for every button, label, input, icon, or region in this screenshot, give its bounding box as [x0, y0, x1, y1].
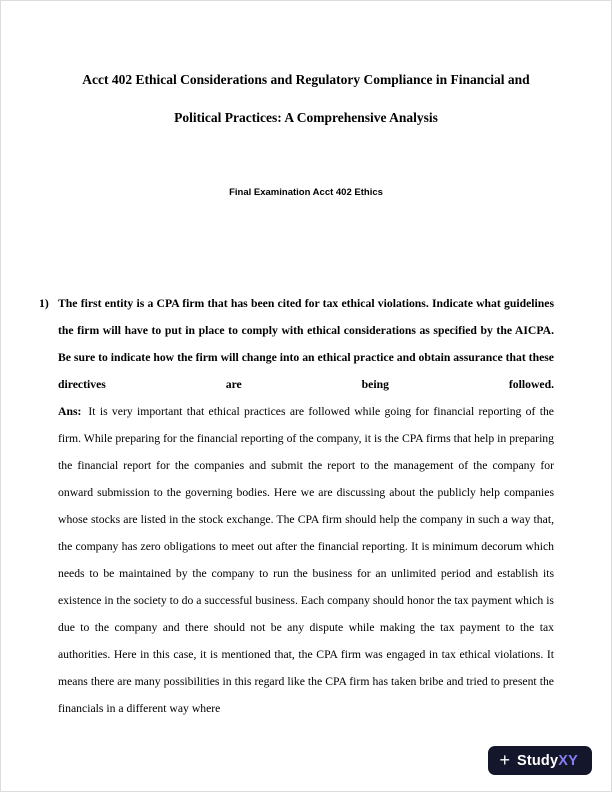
- document-title: [1, 61, 611, 137]
- question-row: [39, 290, 554, 398]
- question-number: 1): [39, 297, 49, 310]
- brand-study: Study: [516, 752, 559, 769]
- brand-xy: XY: [558, 752, 578, 769]
- plus-icon: +: [499, 749, 510, 770]
- answer-text: It is very important that ethical practices are followed while going for financial reporting of the firm. While preparing for the financial reporting of the company, it is the CPA firms that help in preparing the financial report for the companies and submit the report to the management of the company for onward submission to the governing bodies. Here we are discussing about the publicly help companies whose stocks are listed in the stock exchange. The CPA firm should help the company in such a way that, the company has zero obligations to meet out after the financial reporting. It is minimum decorum which needs to be maintained by the company to run the business for an unlimited period and establish its existence in the society to do a successful business. Each company should honor the tax payment which is due to the company and there should not be any dispute while making the tax payment to the tax authorities. Here in this case, it is mentioned that, the CPA firm was engaged in tax ethical violations. It means there are many possibilities in this regard like the CPA firm has taken bribe and tried to present the financials in a different way where: [58, 405, 554, 715]
- document-title-line1: Acct 402 Ethical Considerations and Regulatory Compliance in Financial and: [82, 72, 530, 87]
- document-title-line2: Political Practices: A Comprehensive Analysis: [174, 110, 438, 125]
- answer-label: Ans:: [58, 405, 82, 418]
- brand-logo-text: [517, 753, 578, 769]
- question-text: The first entity is a CPA firm that has been cited for tax ethical violations. Indicate what guidelines the firm will have to put in place to comply with ethical considerations as specified by the AICPA. Be sure to indicate how the firm will change into an ethical practice and obtain assurance that these directives are being followed.: [58, 297, 554, 391]
- answer-paragraph: [58, 398, 554, 722]
- question-answer-block: [39, 290, 554, 722]
- document-subtitle: Final Examination Acct 402 Ethics: [229, 187, 383, 198]
- studyxy-badge: [488, 746, 592, 775]
